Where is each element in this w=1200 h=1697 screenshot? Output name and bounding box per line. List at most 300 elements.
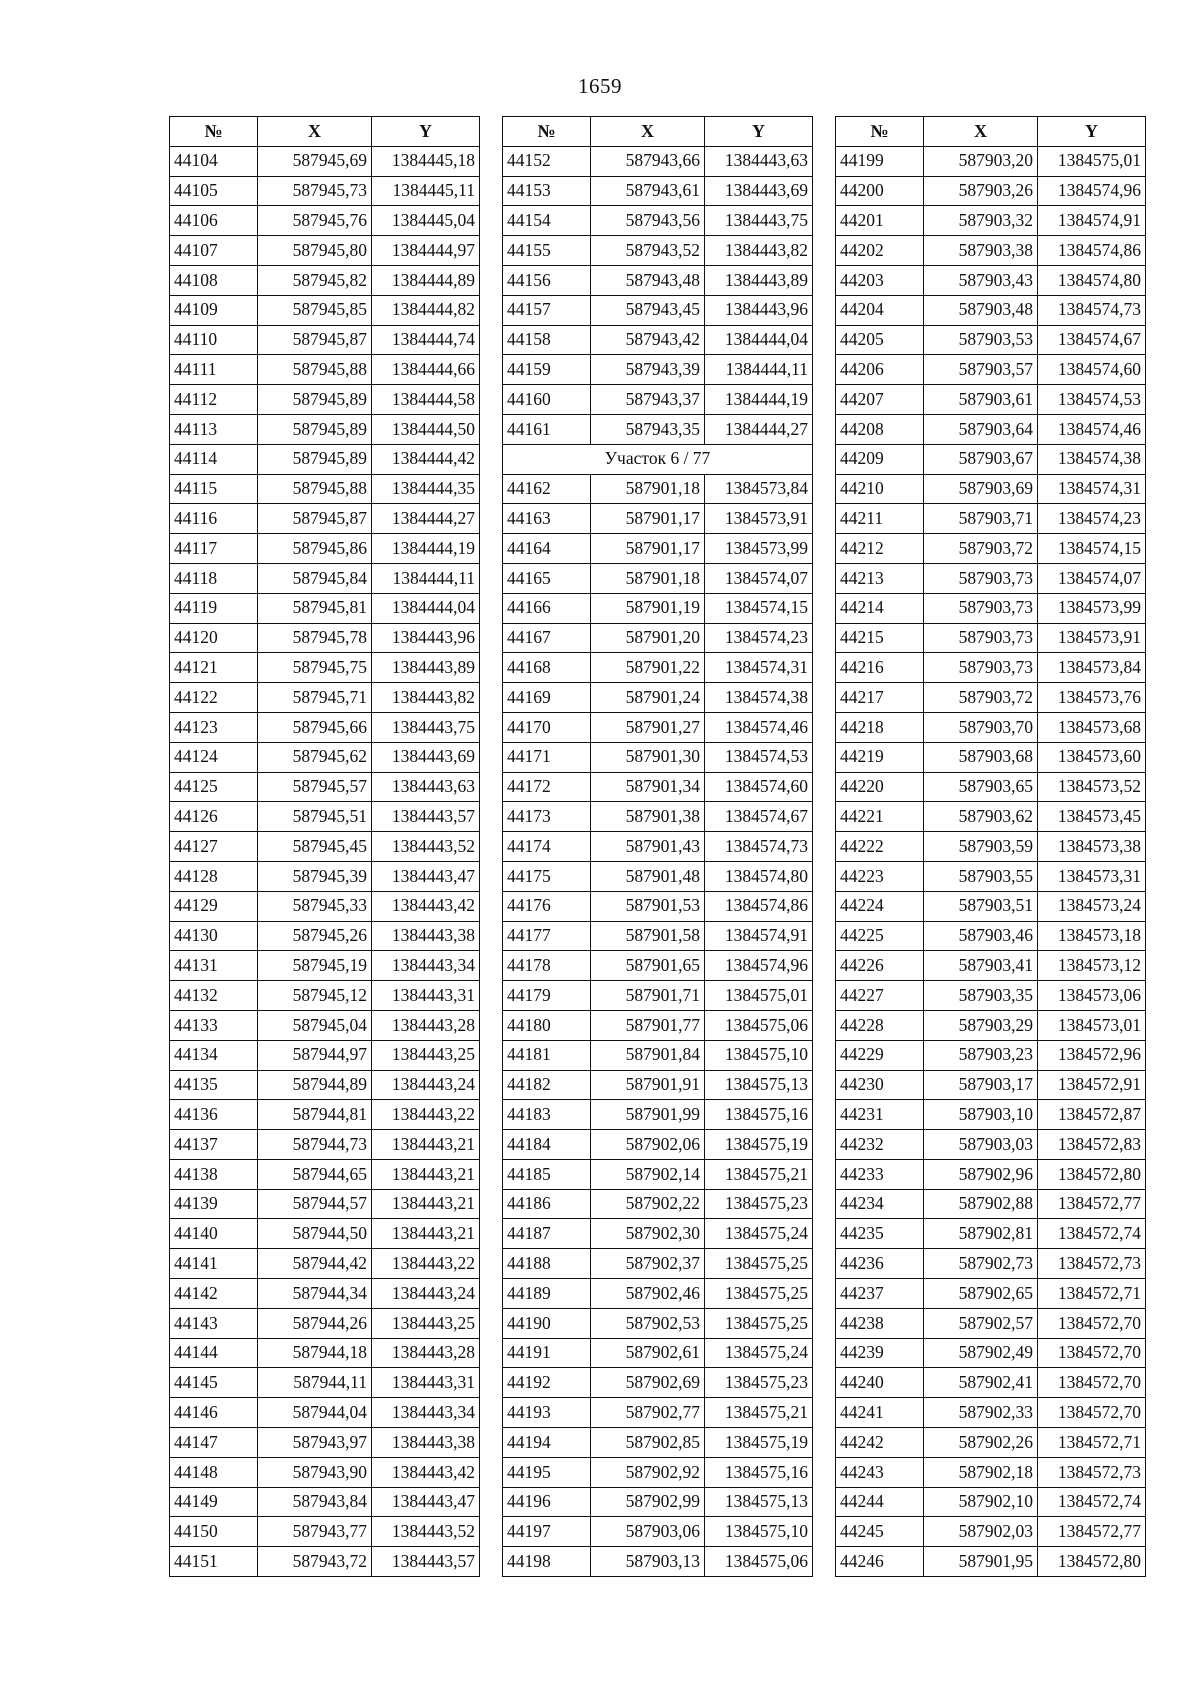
x-coordinate-cell: 587943,39 (591, 355, 705, 385)
y-coordinate-cell: 1384574,07 (1038, 563, 1146, 593)
y-coordinate-cell: 1384574,67 (1038, 325, 1146, 355)
x-coordinate-cell: 587903,43 (924, 265, 1038, 295)
point-number-cell: 44215 (836, 623, 924, 653)
table-row (836, 921, 1146, 951)
point-number-cell: 44227 (836, 981, 924, 1011)
y-coordinate-cell: 1384443,34 (372, 1398, 480, 1428)
point-number-cell: 44181 (503, 1040, 591, 1070)
y-coordinate-cell: 1384574,31 (1038, 474, 1146, 504)
y-coordinate-cell: 1384443,42 (372, 1457, 480, 1487)
x-coordinate-cell: 587944,97 (258, 1040, 372, 1070)
table-row (170, 1010, 480, 1040)
table-row (836, 1279, 1146, 1309)
y-coordinate-cell: 1384573,99 (1038, 593, 1146, 623)
section-row (503, 444, 813, 474)
y-coordinate-cell: 1384574,15 (1038, 534, 1146, 564)
x-coordinate-cell: 587943,42 (591, 325, 705, 355)
table-row (170, 176, 480, 206)
x-coordinate-cell: 587943,37 (591, 385, 705, 415)
x-coordinate-cell: 587945,71 (258, 683, 372, 713)
x-coordinate-cell: 587902,26 (924, 1428, 1038, 1458)
y-coordinate-cell: 1384575,21 (705, 1159, 813, 1189)
point-number-cell: 44162 (503, 474, 591, 504)
x-coordinate-cell: 587903,65 (924, 772, 1038, 802)
table-header-row (170, 117, 480, 147)
table-row (503, 1010, 813, 1040)
table-row (503, 1100, 813, 1130)
table-row (503, 1487, 813, 1517)
point-number-cell: 44152 (503, 146, 591, 176)
point-number-cell: 44126 (170, 802, 258, 832)
x-coordinate-cell: 587943,52 (591, 236, 705, 266)
x-coordinate-cell: 587902,33 (924, 1398, 1038, 1428)
y-coordinate-cell: 1384444,19 (372, 534, 480, 564)
y-coordinate-cell: 1384575,23 (705, 1189, 813, 1219)
table-row (503, 921, 813, 951)
x-coordinate-cell: 587901,19 (591, 593, 705, 623)
point-number-cell: 44199 (836, 146, 924, 176)
y-coordinate-cell: 1384575,25 (705, 1308, 813, 1338)
x-coordinate-cell: 587901,17 (591, 534, 705, 564)
table-row (170, 951, 480, 981)
y-coordinate-cell: 1384575,10 (705, 1040, 813, 1070)
y-coordinate-cell: 1384443,38 (372, 921, 480, 951)
point-number-cell: 44150 (170, 1517, 258, 1547)
y-coordinate-cell: 1384572,70 (1038, 1338, 1146, 1368)
x-coordinate-cell: 587903,64 (924, 414, 1038, 444)
x-coordinate-cell: 587902,99 (591, 1487, 705, 1517)
x-coordinate-cell: 587903,59 (924, 832, 1038, 862)
point-number-cell: 44167 (503, 623, 591, 653)
point-number-cell: 44119 (170, 593, 258, 623)
table-row (836, 206, 1146, 236)
point-number-cell: 44225 (836, 921, 924, 951)
x-coordinate-cell: 587901,18 (591, 474, 705, 504)
point-number-cell: 44239 (836, 1338, 924, 1368)
x-coordinate-cell: 587902,22 (591, 1189, 705, 1219)
x-coordinate-cell: 587903,29 (924, 1010, 1038, 1040)
point-number-cell: 44217 (836, 683, 924, 713)
point-number-cell: 44170 (503, 712, 591, 742)
point-number-cell: 44116 (170, 504, 258, 534)
x-coordinate-cell: 587903,20 (924, 146, 1038, 176)
x-coordinate-cell: 587945,66 (258, 712, 372, 742)
x-coordinate-cell: 587903,17 (924, 1070, 1038, 1100)
table-row (503, 861, 813, 891)
x-coordinate-cell: 587903,26 (924, 176, 1038, 206)
y-coordinate-cell: 1384572,91 (1038, 1070, 1146, 1100)
table-row (836, 1070, 1146, 1100)
y-coordinate-cell: 1384574,07 (705, 563, 813, 593)
table-row (836, 1159, 1146, 1189)
point-number-cell: 44153 (503, 176, 591, 206)
y-coordinate-cell: 1384572,73 (1038, 1249, 1146, 1279)
x-coordinate-cell: 587903,51 (924, 891, 1038, 921)
point-number-cell: 44174 (503, 832, 591, 862)
table-row (836, 1308, 1146, 1338)
x-coordinate-cell: 587903,32 (924, 206, 1038, 236)
x-coordinate-cell: 587901,84 (591, 1040, 705, 1070)
point-number-cell: 44218 (836, 712, 924, 742)
table-row (836, 534, 1146, 564)
table-row (836, 295, 1146, 325)
table-row (836, 1368, 1146, 1398)
table-row (503, 742, 813, 772)
point-number-cell: 44154 (503, 206, 591, 236)
y-coordinate-cell: 1384575,13 (705, 1487, 813, 1517)
x-coordinate-cell: 587903,38 (924, 236, 1038, 266)
table-row (836, 623, 1146, 653)
y-coordinate-cell: 1384443,63 (705, 146, 813, 176)
point-number-cell: 44109 (170, 295, 258, 325)
table-row (836, 176, 1146, 206)
column-header-x: X (591, 117, 705, 147)
x-coordinate-cell: 587902,46 (591, 1279, 705, 1309)
point-number-cell: 44242 (836, 1428, 924, 1458)
x-coordinate-cell: 587902,69 (591, 1368, 705, 1398)
y-coordinate-cell: 1384444,11 (705, 355, 813, 385)
point-number-cell: 44222 (836, 832, 924, 862)
table-row (170, 861, 480, 891)
y-coordinate-cell: 1384443,22 (372, 1100, 480, 1130)
table-row (503, 1040, 813, 1070)
table-row (503, 1070, 813, 1100)
y-coordinate-cell: 1384574,86 (705, 891, 813, 921)
x-coordinate-cell: 587945,85 (258, 295, 372, 325)
y-coordinate-cell: 1384443,25 (372, 1308, 480, 1338)
point-number-cell: 44233 (836, 1159, 924, 1189)
table-row (836, 802, 1146, 832)
table-row (503, 146, 813, 176)
x-coordinate-cell: 587902,03 (924, 1517, 1038, 1547)
point-number-cell: 44179 (503, 981, 591, 1011)
y-coordinate-cell: 1384444,66 (372, 355, 480, 385)
table-header-row (836, 117, 1146, 147)
table-row (503, 1130, 813, 1160)
page-number: 1659 (578, 74, 622, 98)
x-coordinate-cell: 587945,04 (258, 1010, 372, 1040)
x-coordinate-cell: 587945,73 (258, 176, 372, 206)
point-number-cell: 44195 (503, 1457, 591, 1487)
point-number-cell: 44145 (170, 1368, 258, 1398)
x-coordinate-cell: 587901,71 (591, 981, 705, 1011)
y-coordinate-cell: 1384444,27 (705, 414, 813, 444)
point-number-cell: 44188 (503, 1249, 591, 1279)
table-row (836, 683, 1146, 713)
x-coordinate-cell: 587945,78 (258, 623, 372, 653)
x-coordinate-cell: 587944,73 (258, 1130, 372, 1160)
x-coordinate-cell: 587943,84 (258, 1487, 372, 1517)
y-coordinate-cell: 1384574,53 (1038, 385, 1146, 415)
y-coordinate-cell: 1384443,25 (372, 1040, 480, 1070)
x-coordinate-cell: 587903,68 (924, 742, 1038, 772)
point-number-cell: 44140 (170, 1219, 258, 1249)
point-number-cell: 44200 (836, 176, 924, 206)
x-coordinate-cell: 587903,62 (924, 802, 1038, 832)
table-row (836, 1398, 1146, 1428)
table-row (836, 1547, 1146, 1577)
point-number-cell: 44176 (503, 891, 591, 921)
table-row (836, 653, 1146, 683)
x-coordinate-cell: 587945,80 (258, 236, 372, 266)
table-row (170, 981, 480, 1011)
y-coordinate-cell: 1384575,25 (705, 1249, 813, 1279)
point-number-cell: 44245 (836, 1517, 924, 1547)
y-coordinate-cell: 1384443,21 (372, 1130, 480, 1160)
table-row (503, 295, 813, 325)
x-coordinate-cell: 587945,76 (258, 206, 372, 236)
table-row (836, 1249, 1146, 1279)
point-number-cell: 44128 (170, 861, 258, 891)
table-row (170, 802, 480, 832)
table-row (170, 742, 480, 772)
x-coordinate-cell: 587944,11 (258, 1368, 372, 1398)
table-row (503, 474, 813, 504)
point-number-cell: 44191 (503, 1338, 591, 1368)
y-coordinate-cell: 1384443,28 (372, 1010, 480, 1040)
table-row (170, 504, 480, 534)
point-number-cell: 44105 (170, 176, 258, 206)
table-row (836, 1457, 1146, 1487)
x-coordinate-cell: 587945,88 (258, 474, 372, 504)
table-row (170, 474, 480, 504)
table-row (170, 1517, 480, 1547)
point-number-cell: 44204 (836, 295, 924, 325)
point-number-cell: 44237 (836, 1279, 924, 1309)
y-coordinate-cell: 1384572,80 (1038, 1547, 1146, 1577)
x-coordinate-cell: 587901,24 (591, 683, 705, 713)
point-number-cell: 44228 (836, 1010, 924, 1040)
x-coordinate-cell: 587945,89 (258, 444, 372, 474)
table-row (170, 1219, 480, 1249)
table-row (503, 772, 813, 802)
table-row (503, 891, 813, 921)
table-row (503, 1457, 813, 1487)
table-row (503, 712, 813, 742)
y-coordinate-cell: 1384443,63 (372, 772, 480, 802)
point-number-cell: 44122 (170, 683, 258, 713)
y-coordinate-cell: 1384573,76 (1038, 683, 1146, 713)
y-coordinate-cell: 1384443,31 (372, 1368, 480, 1398)
point-number-cell: 44146 (170, 1398, 258, 1428)
table-row (503, 1428, 813, 1458)
table-row (170, 1338, 480, 1368)
table-row (836, 1487, 1146, 1517)
point-number-cell: 44235 (836, 1219, 924, 1249)
table-row (170, 236, 480, 266)
table-row (170, 1487, 480, 1517)
table-row (836, 385, 1146, 415)
x-coordinate-cell: 587944,34 (258, 1279, 372, 1309)
point-number-cell: 44240 (836, 1368, 924, 1398)
y-coordinate-cell: 1384573,01 (1038, 1010, 1146, 1040)
x-coordinate-cell: 587903,03 (924, 1130, 1038, 1160)
point-number-cell: 44141 (170, 1249, 258, 1279)
point-number-cell: 44229 (836, 1040, 924, 1070)
table-row (836, 444, 1146, 474)
table-row (503, 593, 813, 623)
x-coordinate-cell: 587902,57 (924, 1308, 1038, 1338)
table-row (836, 474, 1146, 504)
point-number-cell: 44177 (503, 921, 591, 951)
point-number-cell: 44203 (836, 265, 924, 295)
x-coordinate-cell: 587945,75 (258, 653, 372, 683)
x-coordinate-cell: 587903,71 (924, 504, 1038, 534)
table-row (170, 653, 480, 683)
table-row (836, 1100, 1146, 1130)
y-coordinate-cell: 1384573,38 (1038, 832, 1146, 862)
point-number-cell: 44111 (170, 355, 258, 385)
point-number-cell: 44147 (170, 1428, 258, 1458)
x-coordinate-cell: 587945,88 (258, 355, 372, 385)
y-coordinate-cell: 1384572,74 (1038, 1219, 1146, 1249)
table-row (503, 1517, 813, 1547)
point-number-cell: 44108 (170, 265, 258, 295)
point-number-cell: 44107 (170, 236, 258, 266)
y-coordinate-cell: 1384574,23 (1038, 504, 1146, 534)
y-coordinate-cell: 1384575,16 (705, 1457, 813, 1487)
point-number-cell: 44194 (503, 1428, 591, 1458)
point-number-cell: 44172 (503, 772, 591, 802)
x-coordinate-cell: 587902,81 (924, 1219, 1038, 1249)
table-row (836, 772, 1146, 802)
y-coordinate-cell: 1384575,19 (705, 1428, 813, 1458)
x-coordinate-cell: 587903,06 (591, 1517, 705, 1547)
column-header-y: Y (372, 117, 480, 147)
x-coordinate-cell: 587945,86 (258, 534, 372, 564)
x-coordinate-cell: 587903,73 (924, 623, 1038, 653)
x-coordinate-cell: 587901,27 (591, 712, 705, 742)
y-coordinate-cell: 1384574,60 (705, 772, 813, 802)
point-number-cell: 44209 (836, 444, 924, 474)
y-coordinate-cell: 1384574,86 (1038, 236, 1146, 266)
x-coordinate-cell: 587901,20 (591, 623, 705, 653)
table-row (503, 504, 813, 534)
point-number-cell: 44214 (836, 593, 924, 623)
table-row (503, 1249, 813, 1279)
y-coordinate-cell: 1384574,73 (1038, 295, 1146, 325)
y-coordinate-cell: 1384572,70 (1038, 1398, 1146, 1428)
table-row (170, 444, 480, 474)
point-number-cell: 44139 (170, 1189, 258, 1219)
table-row (170, 1308, 480, 1338)
point-number-cell: 44196 (503, 1487, 591, 1517)
x-coordinate-cell: 587945,87 (258, 504, 372, 534)
point-number-cell: 44231 (836, 1100, 924, 1130)
y-coordinate-cell: 1384443,47 (372, 1487, 480, 1517)
y-coordinate-cell: 1384443,21 (372, 1159, 480, 1189)
table-row (170, 146, 480, 176)
y-coordinate-cell: 1384444,27 (372, 504, 480, 534)
y-coordinate-cell: 1384574,67 (705, 802, 813, 832)
column-header-y: Y (705, 117, 813, 147)
y-coordinate-cell: 1384443,47 (372, 861, 480, 891)
point-number-cell: 44211 (836, 504, 924, 534)
table-row (836, 891, 1146, 921)
y-coordinate-cell: 1384443,31 (372, 981, 480, 1011)
table-row (170, 832, 480, 862)
y-coordinate-cell: 1384443,96 (372, 623, 480, 653)
x-coordinate-cell: 587902,73 (924, 1249, 1038, 1279)
table-header-row (503, 117, 813, 147)
x-coordinate-cell: 587944,50 (258, 1219, 372, 1249)
table-row (170, 325, 480, 355)
x-coordinate-cell: 587903,70 (924, 712, 1038, 742)
y-coordinate-cell: 1384574,53 (705, 742, 813, 772)
x-coordinate-cell: 587902,10 (924, 1487, 1038, 1517)
x-coordinate-cell: 587901,91 (591, 1070, 705, 1100)
point-number-cell: 44224 (836, 891, 924, 921)
table-row (170, 1457, 480, 1487)
x-coordinate-cell: 587903,57 (924, 355, 1038, 385)
x-coordinate-cell: 587903,69 (924, 474, 1038, 504)
column-header-x: X (258, 117, 372, 147)
table-row (503, 1308, 813, 1338)
table-row (836, 325, 1146, 355)
point-number-cell: 44138 (170, 1159, 258, 1189)
table-row (170, 1159, 480, 1189)
y-coordinate-cell: 1384573,24 (1038, 891, 1146, 921)
table-row (503, 176, 813, 206)
x-coordinate-cell: 587943,90 (258, 1457, 372, 1487)
point-number-cell: 44129 (170, 891, 258, 921)
y-coordinate-cell: 1384443,82 (372, 683, 480, 713)
point-number-cell: 44143 (170, 1308, 258, 1338)
y-coordinate-cell: 1384443,42 (372, 891, 480, 921)
point-number-cell: 44175 (503, 861, 591, 891)
x-coordinate-cell: 587944,42 (258, 1249, 372, 1279)
point-number-cell: 44164 (503, 534, 591, 564)
point-number-cell: 44208 (836, 414, 924, 444)
x-coordinate-cell: 587945,87 (258, 325, 372, 355)
table-row (836, 355, 1146, 385)
point-number-cell: 44213 (836, 563, 924, 593)
x-coordinate-cell: 587903,72 (924, 534, 1038, 564)
table-row (836, 832, 1146, 862)
x-coordinate-cell: 587903,41 (924, 951, 1038, 981)
point-number-cell: 44220 (836, 772, 924, 802)
table-row (170, 1279, 480, 1309)
y-coordinate-cell: 1384572,77 (1038, 1517, 1146, 1547)
point-number-cell: 44136 (170, 1100, 258, 1130)
x-coordinate-cell: 587945,12 (258, 981, 372, 1011)
point-number-cell: 44173 (503, 802, 591, 832)
table-row (836, 861, 1146, 891)
table-row (836, 1338, 1146, 1368)
table-row (503, 355, 813, 385)
coordinates-table-3 (835, 116, 1146, 1577)
point-number-cell: 44117 (170, 534, 258, 564)
table-row (836, 1040, 1146, 1070)
column-header-number: № (503, 117, 591, 147)
x-coordinate-cell: 587903,53 (924, 325, 1038, 355)
x-coordinate-cell: 587902,18 (924, 1457, 1038, 1487)
y-coordinate-cell: 1384572,77 (1038, 1189, 1146, 1219)
x-coordinate-cell: 587944,65 (258, 1159, 372, 1189)
x-coordinate-cell: 587902,65 (924, 1279, 1038, 1309)
y-coordinate-cell: 1384444,74 (372, 325, 480, 355)
y-coordinate-cell: 1384443,21 (372, 1219, 480, 1249)
y-coordinate-cell: 1384443,89 (372, 653, 480, 683)
x-coordinate-cell: 587901,58 (591, 921, 705, 951)
y-coordinate-cell: 1384444,89 (372, 265, 480, 295)
table-row (503, 1368, 813, 1398)
point-number-cell: 44187 (503, 1219, 591, 1249)
point-number-cell: 44124 (170, 742, 258, 772)
y-coordinate-cell: 1384443,52 (372, 1517, 480, 1547)
y-coordinate-cell: 1384443,75 (705, 206, 813, 236)
table-row (503, 1219, 813, 1249)
